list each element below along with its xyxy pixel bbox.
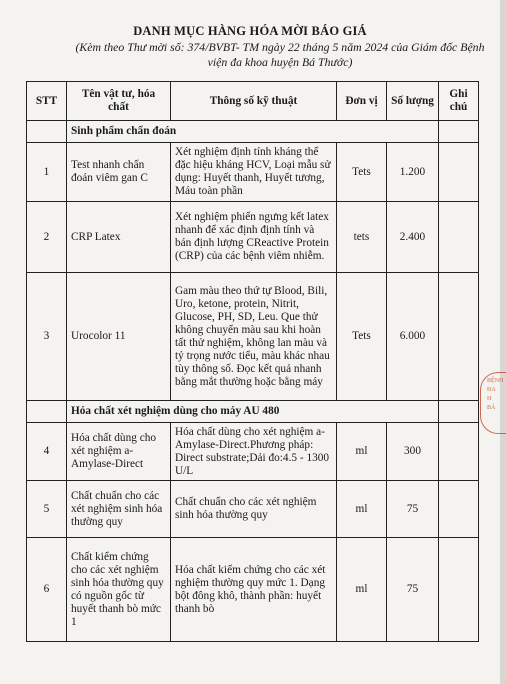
row-name: Chất kiểm chứng cho các xét nghiệm sinh hóa thường quy có nguồn gốc từ huyết thanh bò mức 1: [67, 538, 171, 642]
row-qty: 300: [387, 423, 439, 481]
row-note: [439, 143, 479, 202]
group-row: [27, 401, 479, 423]
stamp-line: BỆNH: [487, 378, 504, 384]
table-row: [27, 202, 479, 273]
row-spec: Hóa chất dùng cho xét nghiệm a-Amylase-Direct.Phương pháp: Direct substrate;Dải đo:4.5 - 1300 U/L: [171, 423, 337, 481]
group-note-cell: [439, 121, 479, 143]
table-row: [27, 273, 479, 401]
table-row: [27, 143, 479, 202]
row-unit: ml: [337, 423, 387, 481]
row-qty: 6.000: [387, 273, 439, 401]
row-qty: 2.400: [387, 202, 439, 273]
row-stt: 4: [27, 423, 67, 481]
row-note: [439, 538, 479, 642]
group-stt-cell: [27, 121, 67, 143]
stamp-line: H: [487, 396, 492, 402]
header-spec: Thông số kỹ thuật: [171, 82, 337, 121]
row-qty: 75: [387, 481, 439, 538]
row-name: Chất chuẩn cho các xét nghiệm sinh hóa thường quy: [67, 481, 171, 538]
row-spec: Hóa chất kiểm chứng cho các xét nghiệm thường quy mức 1. Dạng bột đông khô, thành phần: huyết thanh bò: [171, 538, 337, 642]
row-note: [439, 202, 479, 273]
row-qty: 75: [387, 538, 439, 642]
row-stt: 3: [27, 273, 67, 401]
row-spec: Xét nghiệm định tính kháng thể đặc hiệu kháng HCV, Loại mẫu sử dụng: Huyết thanh, Huyết tương, Máu toàn phần: [171, 143, 337, 202]
row-unit: ml: [337, 538, 387, 642]
row-note: [439, 273, 479, 401]
stamp-line: BÁ: [487, 405, 496, 411]
table-header-row: [27, 82, 479, 121]
row-unit: Tets: [337, 273, 387, 401]
table-row: [27, 481, 479, 538]
group-title: Sinh phẩm chẩn đoán: [67, 121, 439, 143]
header-qty: Số lượng: [387, 82, 439, 121]
row-stt: 1: [27, 143, 67, 202]
table-row: [27, 423, 479, 481]
goods-table: [26, 81, 479, 642]
group-note-cell: [439, 401, 479, 423]
row-spec: Gam màu theo thứ tự Blood, Bili, Uro, ketone, protein, Nitrit, Glucose, PH, SD, Leu. Que thử không chuyển màu sau khi hoàn tất thử nghiệm, không lan màu và tỷ trọng nước tiểu, màu khác nhau tùy thông số. Đọc kết quả nhanh bằng mắt thường hoặc bằng máy: [171, 273, 337, 401]
row-unit: Tets: [337, 143, 387, 202]
header-stt: STT: [27, 82, 67, 121]
header-unit: Đơn vị: [337, 82, 387, 121]
header-note: Ghi chú: [439, 82, 479, 121]
row-name: Hóa chất dùng cho xét nghiệm a-Amylase-Direct: [67, 423, 171, 481]
row-name: Urocolor 11: [67, 273, 171, 401]
row-spec: Chất chuẩn cho các xét nghiệm sinh hóa thường quy: [171, 481, 337, 538]
row-unit: ml: [337, 481, 387, 538]
document-title: DANH MỤC HÀNG HÓA MỜI BÁO GIÁ: [133, 24, 367, 38]
group-row: [27, 121, 479, 143]
row-note: [439, 423, 479, 481]
row-note: [439, 481, 479, 538]
group-title: Hóa chất xét nghiệm dùng cho máy AU 480: [67, 401, 439, 423]
group-stt-cell: [27, 401, 67, 423]
row-unit: tets: [337, 202, 387, 273]
row-qty: 1.200: [387, 143, 439, 202]
table-row: [27, 538, 479, 642]
red-seal-stamp: [480, 372, 506, 434]
row-spec: Xét nghiệm phiến ngưng kết latex nhanh để xác định định tính và bán định lượng CReactive Protein (CRP) của các bệnh viêm nhiễm.: [171, 202, 337, 273]
row-stt: 6: [27, 538, 67, 642]
header-name: Tên vật tư, hóa chất: [67, 82, 171, 121]
row-stt: 2: [27, 202, 67, 273]
document-subtitle: (Kèm theo Thư mời số: 374/BVBT- TM ngày 22 tháng 5 năm 2024 của Giám đốc Bệnh viện đa khoa huyện Bá Thước): [75, 40, 485, 69]
row-name: Test nhanh chẩn đoán viêm gan C: [67, 143, 171, 202]
row-name: CRP Latex: [67, 202, 171, 273]
row-stt: 5: [27, 481, 67, 538]
stamp-line: ĐA: [487, 387, 496, 393]
